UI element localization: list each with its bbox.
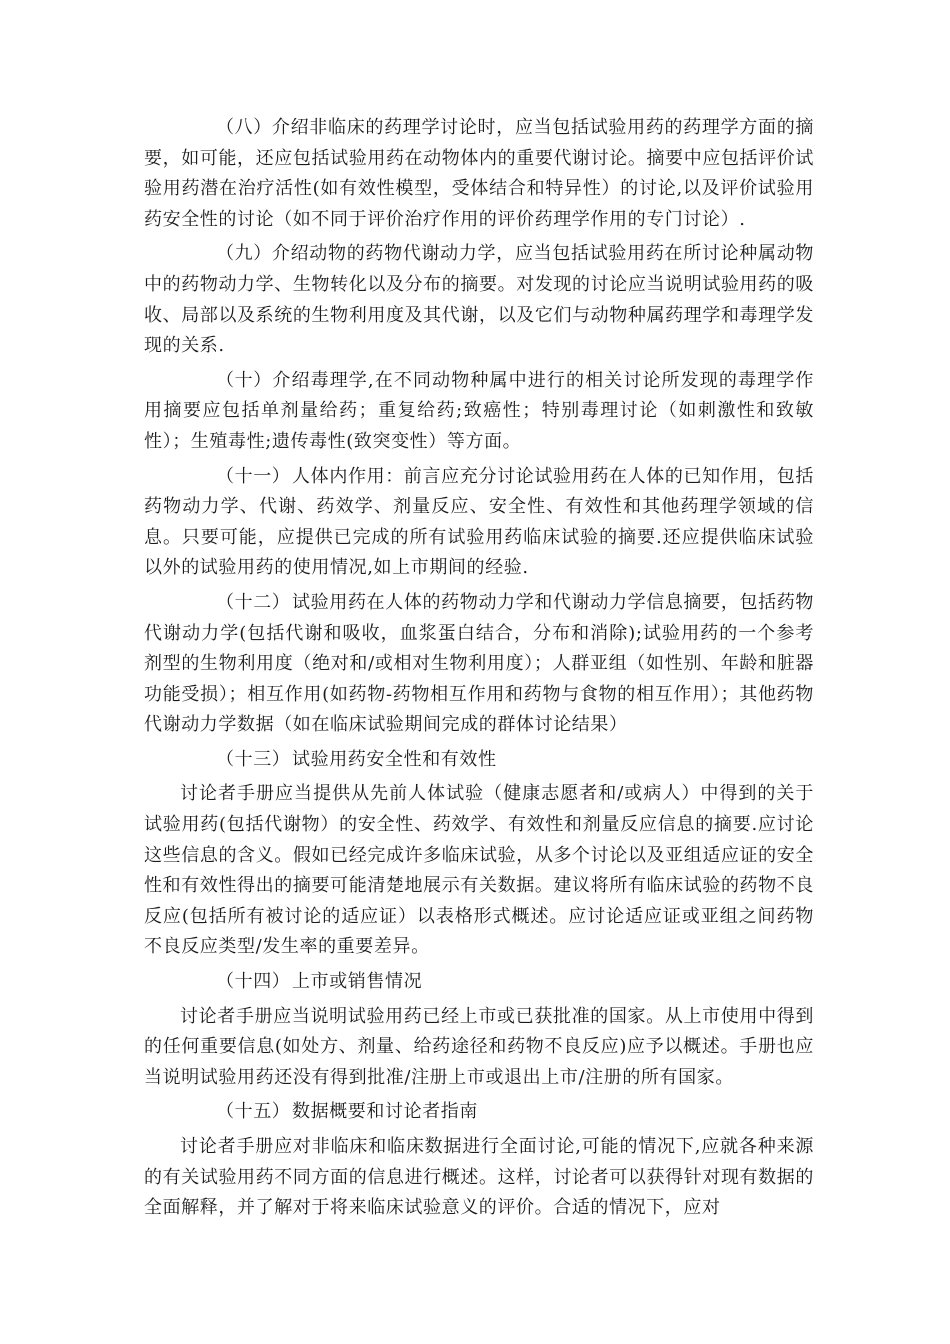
paragraph-section-11 [144,462,814,584]
paragraph-section-12 [144,588,814,741]
heading-section-13 [144,745,814,776]
paragraph-section-14: 讨论者手册应当说明试验用药已经上市或已获批准的国家。从上市使用中得到的任何重要信息(如处方、剂量、给药途径和药物不良反应)应予以概述。手册也应当说明试验用药还没有得到批准/注册上市或退出上市/注册的所有国家。 [144,1005,814,1088]
section-heading: 上市或销售情况 [292,971,423,993]
section-text: 介绍动物的药物代谢动力学，应当包括试验用药在所讨论种属动物中的药物动力学、生物转化以及分布的摘要。对发现的讨论应当说明试验用药的吸收、局部以及系统的生物利用度及其代谢，以及它们与动物种属药理学和毒理学发现的关系. [144,243,814,357]
section-text: 介绍毒理学,在不同动物种属中进行的相关讨论所发现的毒理学作用摘要应包括单剂量给药；重复给药;致癌性；特别毒理讨论（如刺激性和致敏性）；生殖毒性;遗传毒性(致突变性）等方面。 [144,369,814,452]
section-number: （十二） [216,591,291,613]
section-heading: 数据概要和讨论者指南 [292,1101,478,1123]
paragraph-section-9 [144,239,814,361]
section-heading: 试验用药安全性和有效性 [292,748,497,770]
paragraph-section-8 [144,113,814,235]
section-text: 人体内作用：前言应充分讨论试验用药在人体的已知作用，包括药物动力学、代谢、药效学、剂量反应、安全性、有效性和其他药理学领域的信息。只要可能，应提供已完成的所有试验用药临床试验的摘要.还应提供临床试验以外的试验用药的使用情况,如上市期间的经验. [144,465,814,579]
section-number: （十三） [216,748,291,770]
section-number: （十） [216,369,272,391]
paragraph-section-15: 讨论者手册应对非临床和临床数据进行全面讨论,可能的情况下,应就各种来源的有关试验用药不同方面的信息进行概述。这样，讨论者可以获得针对现有数据的全面解释，并了解对于将来临床试验意义的评价。合适的情况下，应对 [144,1136,814,1219]
paragraph-section-13: 讨论者手册应当提供从先前人体试验（健康志愿者和/或病人）中得到的关于试验用药(包括代谢物）的安全性、药效学、有效性和剂量反应信息的摘要.应讨论这些信息的含义。假如已经完成许多临床试验，从多个讨论以及亚组适应证的安全性和有效性得出的摘要可能清楚地展示有关数据。建议将所有临床试验的药物不良反应(包括所有被讨论的适应证）以表格形式概述。应讨论适应证或亚组之间药物不良反应类型/发生率的重要差异。 [144,783,814,958]
paragraph-section-10 [144,366,814,458]
document-body [144,113,814,1228]
heading-section-15 [144,1097,814,1128]
section-number: （十四） [216,971,291,993]
section-number: （十五） [216,1101,291,1123]
section-text: 试验用药在人体的药物动力学和代谢动力学信息摘要，包括药物代谢动力学(包括代谢和吸收，血浆蛋白结合，分布和消除);试验用药的一个参考剂型的生物利用度（绝对和/或相对生物利用度）；人群亚组（如性别、年龄和脏器功能受损）；相互作用(如药物-药物相互作用和药物与食物的相互作用）；其他药物代谢动力学数据（如在临床试验期间完成的群体讨论结果） [144,591,814,736]
section-text: 介绍非临床的药理学讨论时，应当包括试验用药的药理学方面的摘要，如可能，还应包括试验用药在动物体内的重要代谢讨论。摘要中应包括评价试验用药潜在治疗活性(如有效性模型，受体结合和特异性）的讨论,以及评价试验用药安全性的讨论（如不同于评价治疗作用的评价药理学作用的专门讨论）. [144,117,814,230]
section-number: （十一） [216,465,291,487]
heading-section-14 [144,967,814,998]
section-number: （九） [216,243,272,265]
section-number: （八） [216,117,272,138]
